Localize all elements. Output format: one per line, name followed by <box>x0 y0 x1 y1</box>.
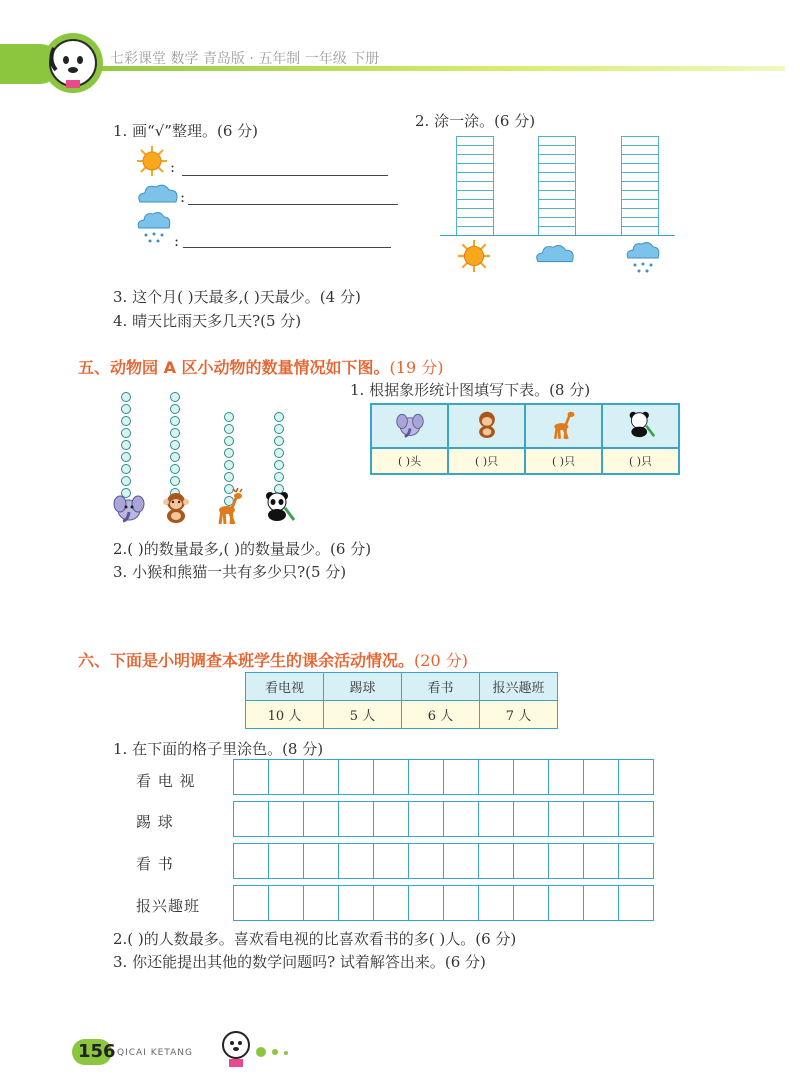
grid-cell[interactable] <box>374 759 409 795</box>
grid-cell[interactable] <box>269 843 304 879</box>
table-cell-deer <box>525 404 602 448</box>
table-input-deer[interactable]: ( )只 <box>525 448 602 474</box>
pictograph-dot <box>170 404 180 414</box>
grid-label-class: 报兴趣班 <box>136 897 201 915</box>
grid-cell[interactable] <box>549 885 584 921</box>
pictograph-dot <box>274 424 284 434</box>
grid-cell[interactable] <box>339 843 374 879</box>
section6-q3: 3. 你还能提出其他的数学问题吗? 试着解答出来。(6 分) <box>113 953 486 971</box>
monkey-icon <box>473 409 501 439</box>
pictograph-dot <box>121 392 131 402</box>
grid-cell[interactable] <box>269 885 304 921</box>
grid-cell[interactable] <box>374 843 409 879</box>
pictograph-dot <box>274 460 284 470</box>
grid-cell[interactable] <box>549 801 584 837</box>
grid-cell[interactable] <box>514 885 549 921</box>
grid-cell[interactable] <box>514 759 549 795</box>
grid-row-football[interactable] <box>233 801 654 837</box>
grid-cell[interactable] <box>409 885 444 921</box>
grid-cell[interactable] <box>234 759 269 795</box>
grid-cell[interactable] <box>584 801 619 837</box>
activity-header-reading: 看书 <box>402 673 480 701</box>
tally-line-rainy <box>183 247 391 248</box>
pictograph-dot <box>170 452 180 462</box>
pictograph-dot <box>170 428 180 438</box>
grid-cell[interactable] <box>409 759 444 795</box>
pictograph-dot <box>224 412 234 422</box>
grid-label-football: 踢 球 <box>136 813 174 831</box>
grid-cell[interactable] <box>619 759 654 795</box>
grid-cell[interactable] <box>444 759 479 795</box>
grid-cell[interactable] <box>479 885 514 921</box>
header-title: 七彩课堂 数学 青岛版 · 五年制 一年级 下册 <box>110 51 380 67</box>
footer-dot-medium <box>272 1049 278 1055</box>
grid-cell[interactable] <box>304 801 339 837</box>
grid-cell[interactable] <box>304 759 339 795</box>
tally-line-sunny <box>182 175 388 176</box>
grid-cell[interactable] <box>339 759 374 795</box>
rain-icon <box>625 240 661 274</box>
panda-icon <box>627 410 655 438</box>
pictograph-dot <box>170 476 180 486</box>
table-input-monkey[interactable]: ( )只 <box>448 448 525 474</box>
pictograph-dot <box>170 464 180 474</box>
panda-icon <box>263 490 295 522</box>
dog-mascot-icon <box>218 1029 254 1069</box>
weather-q3: 3. 这个月( )天最多,( )天最少。(4 分) <box>113 288 361 306</box>
grid-cell[interactable] <box>339 885 374 921</box>
activity-header-tv: 看电视 <box>246 673 324 701</box>
pictograph-dot <box>274 412 284 422</box>
grid-cell[interactable] <box>374 801 409 837</box>
table-cell-elephant <box>371 404 448 448</box>
grid-cell[interactable] <box>549 759 584 795</box>
bar-baseline <box>440 235 675 236</box>
section6-points: (20 分) <box>414 651 468 670</box>
grid-row-reading[interactable] <box>233 843 654 879</box>
footer <box>0 1025 800 1084</box>
tally-colon-cloudy: : <box>180 188 186 206</box>
grid-cell[interactable] <box>444 801 479 837</box>
grid-label-reading: 看 书 <box>136 855 174 873</box>
footer-brand: QICAI KETANG <box>117 1048 193 1058</box>
section6-q2: 2.( )的人数最多。喜欢看电视的比喜欢看书的多( )人。(6 分) <box>113 930 517 948</box>
section5-q1: 1. 根据象形统计图填写下表。(8 分) <box>350 381 591 399</box>
pictograph-dot <box>121 440 131 450</box>
grid-cell[interactable] <box>304 843 339 879</box>
cloud-icon <box>136 182 180 204</box>
table-input-elephant[interactable]: ( )头 <box>371 448 448 474</box>
grid-cell[interactable] <box>584 885 619 921</box>
grid-cell[interactable] <box>549 843 584 879</box>
grid-cell[interactable] <box>304 885 339 921</box>
grid-cell[interactable] <box>514 801 549 837</box>
color-bar-rainy[interactable] <box>621 136 659 236</box>
pictograph-dot <box>170 416 180 426</box>
pictograph-dot <box>170 440 180 450</box>
grid-cell[interactable] <box>584 759 619 795</box>
elephant-icon <box>395 409 425 439</box>
pictograph-dot <box>224 472 234 482</box>
grid-cell[interactable] <box>514 843 549 879</box>
header-bar <box>0 0 800 90</box>
dog-mascot-icon <box>40 30 106 96</box>
cloud-icon <box>534 242 576 264</box>
pictograph-dot <box>274 436 284 446</box>
grid-cell[interactable] <box>584 843 619 879</box>
grid-cell[interactable] <box>619 801 654 837</box>
grid-cell[interactable] <box>339 801 374 837</box>
pictograph-dot <box>224 448 234 458</box>
grid-cell[interactable] <box>444 885 479 921</box>
grid-cell[interactable] <box>269 759 304 795</box>
table-cell-monkey <box>448 404 525 448</box>
activity-value-class: 7 人 <box>480 701 558 729</box>
tally-line-cloudy <box>188 204 398 205</box>
grid-cell[interactable] <box>479 801 514 837</box>
section5-title-text: 五、动物园 A 区小动物的数量情况如下图。 <box>78 358 390 377</box>
grid-label-tv: 看 电 视 <box>136 772 196 790</box>
pictograph-dot <box>224 424 234 434</box>
weather-q1: 1. 画“√”整理。(6 分) <box>113 122 258 140</box>
tally-colon-rainy: : <box>174 232 180 250</box>
pictograph-dot <box>274 448 284 458</box>
color-bar-cloudy[interactable] <box>538 136 576 236</box>
grid-cell[interactable] <box>444 843 479 879</box>
section5-q3: 3. 小猴和熊猫一共有多少只?(5 分) <box>113 563 347 581</box>
footer-dot-small <box>284 1051 288 1055</box>
grid-cell[interactable] <box>374 885 409 921</box>
activity-value-reading: 6 人 <box>402 701 480 729</box>
table-cell-panda <box>602 404 679 448</box>
grid-cell[interactable] <box>479 843 514 879</box>
activity-header-class: 报兴趣班 <box>480 673 558 701</box>
pictograph-dot <box>224 436 234 446</box>
pictograph-dot <box>121 476 131 486</box>
grid-cell[interactable] <box>269 801 304 837</box>
monkey-icon <box>160 490 192 524</box>
deer-icon <box>550 407 578 441</box>
grid-cell[interactable] <box>234 885 269 921</box>
sun-icon <box>458 240 490 272</box>
elephant-icon <box>112 490 146 524</box>
pictograph-dot <box>170 392 180 402</box>
rain-icon <box>136 210 172 244</box>
deer-icon <box>214 488 246 526</box>
section6-title <box>78 648 468 671</box>
activity-table <box>245 672 558 729</box>
grid-row-class[interactable] <box>233 885 654 921</box>
activity-value-tv: 10 人 <box>246 701 324 729</box>
section5-q2: 2.( )的数量最多,( )的数量最少。(6 分) <box>113 540 372 558</box>
activity-header-football: 踢球 <box>324 673 402 701</box>
grid-cell[interactable] <box>619 843 654 879</box>
pictograph-dot <box>121 428 131 438</box>
activity-value-football: 5 人 <box>324 701 402 729</box>
section5-title <box>78 355 443 378</box>
footer-dot-large <box>256 1047 266 1057</box>
pictograph-dot <box>224 460 234 470</box>
grid-cell[interactable] <box>409 843 444 879</box>
grid-cell[interactable] <box>619 885 654 921</box>
section5-points: (19 分) <box>389 358 444 377</box>
grid-cell[interactable] <box>234 843 269 879</box>
pictograph-dot <box>121 452 131 462</box>
weather-q2: 2. 涂一涂。(6 分) <box>415 112 536 130</box>
grid-cell[interactable] <box>409 801 444 837</box>
sun-icon <box>137 146 167 176</box>
pictograph-dot <box>274 472 284 482</box>
animal-count-table <box>370 403 680 475</box>
pictograph-dot <box>121 404 131 414</box>
page-number: 156 <box>78 1041 116 1062</box>
section6-q1: 1. 在下面的格子里涂色。(8 分) <box>113 740 324 758</box>
weather-q4: 4. 晴天比雨天多几天?(5 分) <box>113 312 302 330</box>
pictograph-dot <box>121 464 131 474</box>
table-input-panda[interactable]: ( )只 <box>602 448 679 474</box>
grid-cell[interactable] <box>479 759 514 795</box>
tally-colon-sunny: : <box>170 158 176 176</box>
color-bar-sunny[interactable] <box>456 136 494 236</box>
section6-title-text: 六、下面是小明调查本班学生的课余活动情况。 <box>78 651 415 670</box>
grid-cell[interactable] <box>234 801 269 837</box>
pictograph-dot <box>121 416 131 426</box>
grid-row-tv[interactable] <box>233 759 654 795</box>
